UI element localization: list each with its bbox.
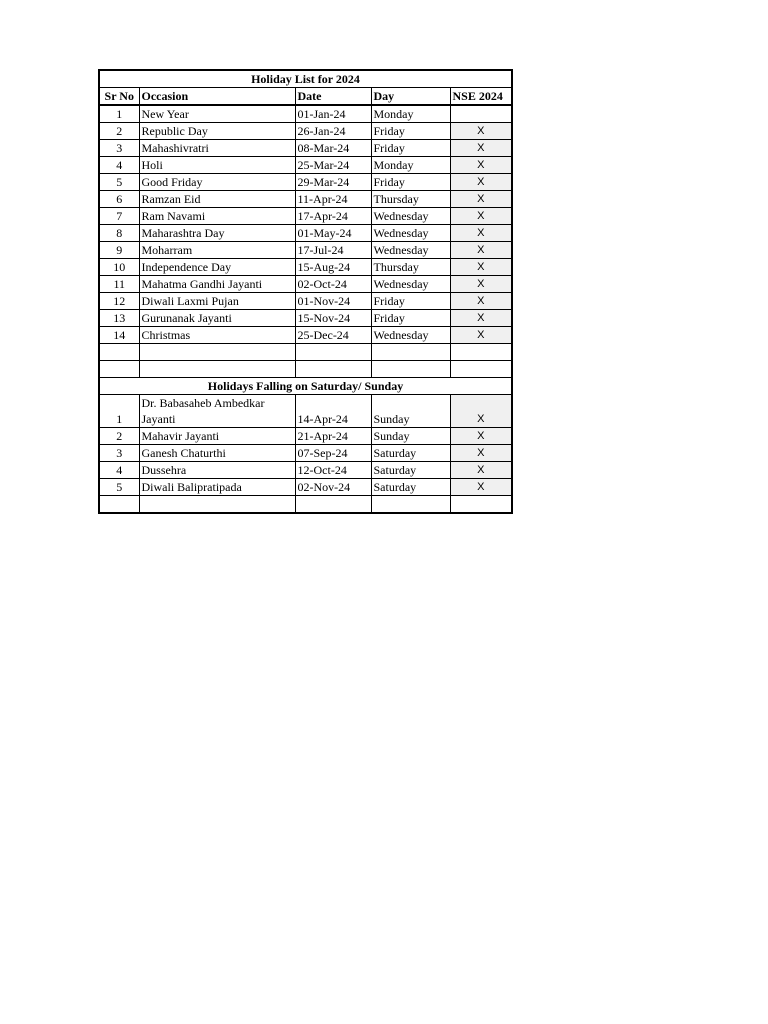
- cell-occasion: Maharashtra Day: [139, 225, 295, 242]
- cell-sr-no: 12: [99, 293, 139, 310]
- table-title: Holiday List for 2024: [99, 70, 512, 88]
- empty-cell: [99, 344, 139, 361]
- cell-day: Friday: [371, 174, 450, 191]
- cell-day: Friday: [371, 293, 450, 310]
- cell-nse-mark: X: [450, 225, 512, 242]
- cell-nse-mark: X: [450, 140, 512, 157]
- cell-day: Friday: [371, 140, 450, 157]
- cell-day: Wednesday: [371, 242, 450, 259]
- weekend-title-row: [99, 378, 512, 395]
- cell-occasion: Ramzan Eid: [139, 191, 295, 208]
- cell-occasion: Good Friday: [139, 174, 295, 191]
- table-row: [99, 208, 512, 225]
- weekend-section-title: Holidays Falling on Saturday/ Sunday: [99, 378, 512, 395]
- cell-date: 12-Oct-24: [295, 462, 371, 479]
- empty-row: [99, 361, 512, 378]
- cell-sr-no: 8: [99, 225, 139, 242]
- empty-cell: [371, 496, 450, 514]
- empty-cell: [450, 344, 512, 361]
- table-row: [99, 105, 512, 123]
- cell-day: Monday: [371, 105, 450, 123]
- cell-nse-mark: X: [450, 428, 512, 445]
- table-row: [99, 276, 512, 293]
- cell-sr-no: 3: [99, 140, 139, 157]
- cell-sr-no: 5: [99, 174, 139, 191]
- cell-date: 11-Apr-24: [295, 191, 371, 208]
- cell-sr-no: 9: [99, 242, 139, 259]
- table-row: [99, 225, 512, 242]
- cell-sr-no: 2: [99, 123, 139, 140]
- cell-occasion: Dr. Babasaheb Ambedkar Jayanti: [139, 395, 295, 428]
- empty-cell: [371, 344, 450, 361]
- cell-nse-mark: X: [450, 276, 512, 293]
- cell-nse-mark: X: [450, 191, 512, 208]
- cell-day: Wednesday: [371, 225, 450, 242]
- cell-date: 02-Nov-24: [295, 479, 371, 496]
- cell-nse-mark: X: [450, 123, 512, 140]
- empty-cell: [99, 496, 139, 514]
- empty-cell: [139, 496, 295, 514]
- table-row: [99, 174, 512, 191]
- cell-day: Friday: [371, 123, 450, 140]
- cell-day: Friday: [371, 310, 450, 327]
- cell-sr-no: 5: [99, 479, 139, 496]
- cell-day: Thursday: [371, 191, 450, 208]
- table-row: [99, 428, 512, 445]
- header-day: Day: [371, 88, 450, 106]
- cell-occasion: Ram Navami: [139, 208, 295, 225]
- table-row: [99, 395, 512, 428]
- cell-nse-mark: X: [450, 327, 512, 344]
- empty-cell: [99, 361, 139, 378]
- cell-occasion: Dussehra: [139, 462, 295, 479]
- cell-occasion: Mahatma Gandhi Jayanti: [139, 276, 295, 293]
- title-row: [99, 70, 512, 88]
- empty-cell: [139, 344, 295, 361]
- cell-date: 07-Sep-24: [295, 445, 371, 462]
- cell-date: 01-May-24: [295, 225, 371, 242]
- cell-sr-no: 2: [99, 428, 139, 445]
- cell-occasion: Independence Day: [139, 259, 295, 276]
- table-row: [99, 462, 512, 479]
- cell-date: 01-Nov-24: [295, 293, 371, 310]
- cell-occasion: Holi: [139, 157, 295, 174]
- cell-occasion: Mahavir Jayanti: [139, 428, 295, 445]
- empty-cell: [450, 496, 512, 514]
- cell-day: Wednesday: [371, 208, 450, 225]
- empty-cell: [450, 361, 512, 378]
- cell-sr-no: 10: [99, 259, 139, 276]
- cell-date: 15-Nov-24: [295, 310, 371, 327]
- cell-nse-mark: X: [450, 479, 512, 496]
- cell-nse-mark: X: [450, 445, 512, 462]
- table-row: [99, 157, 512, 174]
- cell-nse-mark: X: [450, 293, 512, 310]
- cell-date: 26-Jan-24: [295, 123, 371, 140]
- cell-sr-no: 7: [99, 208, 139, 225]
- cell-occasion: Mahashivratri: [139, 140, 295, 157]
- cell-day: Wednesday: [371, 276, 450, 293]
- cell-nse-mark: X: [450, 310, 512, 327]
- cell-date: 08-Mar-24: [295, 140, 371, 157]
- cell-nse-mark: X: [450, 157, 512, 174]
- table-row: [99, 123, 512, 140]
- table-row: [99, 327, 512, 344]
- cell-day: Wednesday: [371, 327, 450, 344]
- cell-date: 21-Apr-24: [295, 428, 371, 445]
- cell-occasion: New Year: [139, 105, 295, 123]
- header-sr-no: Sr No: [99, 88, 139, 106]
- table-row: [99, 293, 512, 310]
- header-row: [99, 88, 512, 106]
- cell-date: 25-Mar-24: [295, 157, 371, 174]
- table-row: [99, 310, 512, 327]
- cell-day: Sunday: [371, 428, 450, 445]
- cell-occasion: Republic Day: [139, 123, 295, 140]
- cell-day: Saturday: [371, 462, 450, 479]
- holiday-table: [98, 69, 513, 514]
- table-row: [99, 479, 512, 496]
- empty-cell: [295, 496, 371, 514]
- cell-sr-no: 4: [99, 462, 139, 479]
- table-row: [99, 140, 512, 157]
- cell-occasion: Ganesh Chaturthi: [139, 445, 295, 462]
- cell-day: Sunday: [371, 395, 450, 428]
- header-nse-2024: NSE 2024: [450, 88, 512, 106]
- cell-date: 29-Mar-24: [295, 174, 371, 191]
- cell-sr-no: 13: [99, 310, 139, 327]
- cell-nse-mark: X: [450, 395, 512, 428]
- cell-date: 25-Dec-24: [295, 327, 371, 344]
- cell-nse-mark: [450, 105, 512, 123]
- cell-sr-no: 4: [99, 157, 139, 174]
- cell-occasion: Diwali Balipratipada: [139, 479, 295, 496]
- cell-sr-no: 11: [99, 276, 139, 293]
- cell-occasion: Gurunanak Jayanti: [139, 310, 295, 327]
- cell-date: 17-Apr-24: [295, 208, 371, 225]
- header-date: Date: [295, 88, 371, 106]
- empty-row: [99, 496, 512, 514]
- cell-nse-mark: X: [450, 242, 512, 259]
- cell-sr-no: 14: [99, 327, 139, 344]
- cell-nse-mark: X: [450, 462, 512, 479]
- cell-sr-no: 1: [99, 395, 139, 428]
- cell-date: 15-Aug-24: [295, 259, 371, 276]
- empty-cell: [139, 361, 295, 378]
- cell-date: 17-Jul-24: [295, 242, 371, 259]
- cell-nse-mark: X: [450, 174, 512, 191]
- cell-day: Saturday: [371, 445, 450, 462]
- cell-occasion: Diwali Laxmi Pujan: [139, 293, 295, 310]
- cell-day: Monday: [371, 157, 450, 174]
- cell-sr-no: 3: [99, 445, 139, 462]
- table-row: [99, 445, 512, 462]
- table-row: [99, 242, 512, 259]
- empty-cell: [371, 361, 450, 378]
- cell-occasion: Moharram: [139, 242, 295, 259]
- cell-date: 14-Apr-24: [295, 395, 371, 428]
- cell-day: Saturday: [371, 479, 450, 496]
- cell-sr-no: 6: [99, 191, 139, 208]
- empty-cell: [295, 344, 371, 361]
- cell-date: 01-Jan-24: [295, 105, 371, 123]
- cell-sr-no: 1: [99, 105, 139, 123]
- table-row: [99, 259, 512, 276]
- table-row: [99, 191, 512, 208]
- empty-cell: [295, 361, 371, 378]
- header-occasion: Occasion: [139, 88, 295, 106]
- empty-row: [99, 344, 512, 361]
- cell-nse-mark: X: [450, 208, 512, 225]
- cell-nse-mark: X: [450, 259, 512, 276]
- cell-day: Thursday: [371, 259, 450, 276]
- cell-occasion: Christmas: [139, 327, 295, 344]
- cell-date: 02-Oct-24: [295, 276, 371, 293]
